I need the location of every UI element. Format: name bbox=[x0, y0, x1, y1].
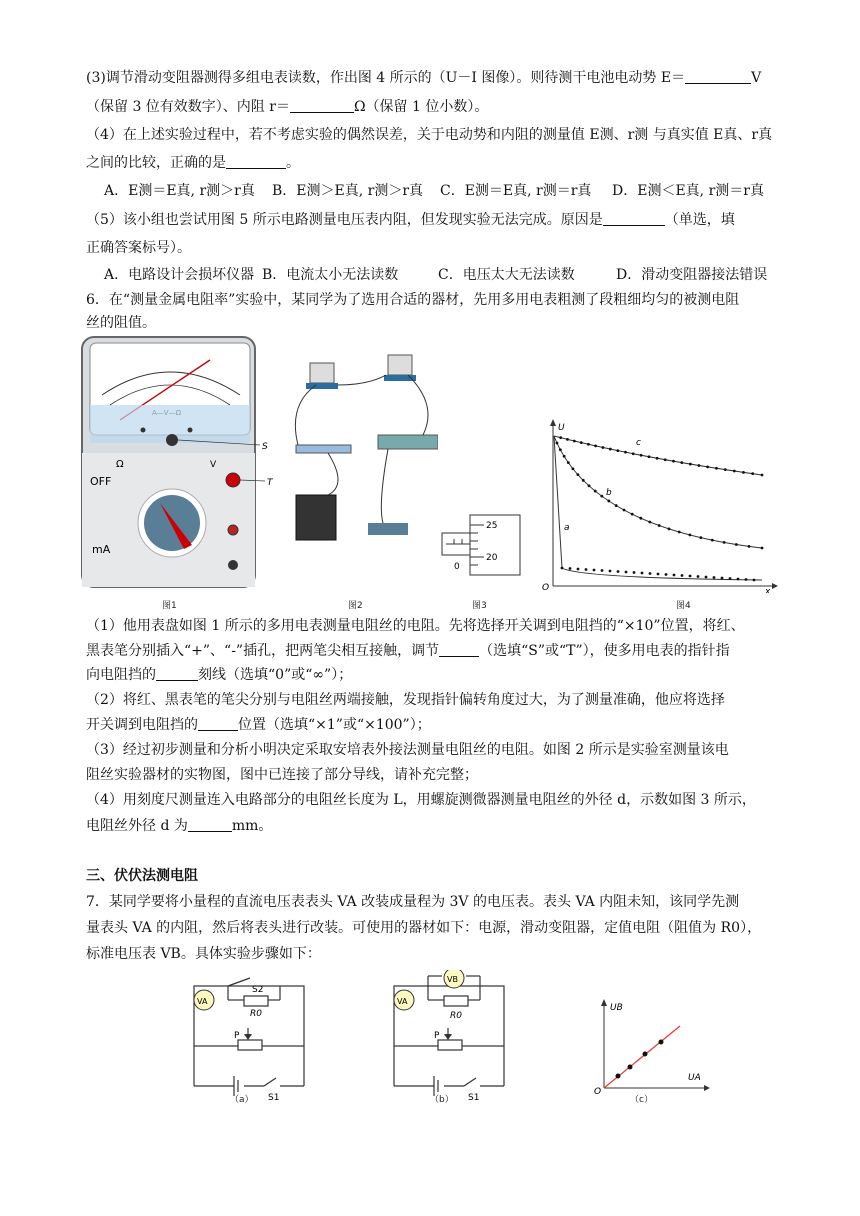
meter-vb: VB bbox=[447, 975, 458, 984]
data-dot bbox=[668, 527, 671, 530]
data-dot bbox=[648, 455, 651, 458]
data-dot bbox=[689, 575, 692, 578]
answer-blank-E[interactable] bbox=[685, 69, 751, 84]
micrometer-0: 0 bbox=[454, 562, 460, 572]
answer-blank-6-4[interactable] bbox=[188, 817, 232, 832]
option5-C: C．电压太大无法读数 bbox=[438, 267, 575, 283]
data-dot bbox=[745, 578, 748, 581]
option5-A: A．电路设计会损坏仪器 bbox=[104, 267, 255, 283]
part6-2: （2）将红、黑表笔的笔尖分别与电阻丝两端接触，发现指针偏转角度过大，为了测量准确，他应将选择 bbox=[86, 692, 725, 708]
data-dot bbox=[733, 470, 736, 473]
data-dot bbox=[577, 568, 580, 571]
data-dot bbox=[658, 524, 661, 527]
micrometer-20: 20 bbox=[486, 553, 498, 563]
data-dot bbox=[576, 473, 579, 476]
data-dot bbox=[582, 479, 585, 482]
data-dot bbox=[633, 571, 636, 574]
q-line-5b: 正确答案标号）。 bbox=[86, 240, 191, 256]
part6-4: （4）用刻度尺测量连入电路部分的电阻丝长度为 L，用螺旋测微器测量电阻丝的外径 d，示数如图 3 所示， bbox=[86, 792, 756, 808]
data-dot bbox=[617, 570, 620, 573]
data-dot bbox=[672, 460, 675, 463]
data-dot bbox=[699, 536, 702, 539]
graph-c bbox=[592, 996, 712, 1096]
answer-blank-4[interactable] bbox=[226, 154, 286, 169]
caption-fig4: 图4 bbox=[676, 601, 691, 611]
omega-label: Ω bbox=[116, 459, 124, 470]
part6-1: （1）他用表盘如图 1 所示的多用电表测量电阻丝的电阻。先将选择开关调到电阻挡的“×10”位置，将红、 bbox=[86, 618, 745, 634]
data-dot bbox=[600, 495, 603, 498]
caption-fig3: 图3 bbox=[472, 601, 487, 611]
q-line-4: （4）在上述实验过程中，若不考虑实验的偶然误差，关于电动势和内阻的测量值 E测、r测 与真实值 E真、r真 bbox=[86, 127, 773, 143]
origin-o: O bbox=[542, 583, 550, 593]
question-7b: 量表头 VA 的内阻，然后将表头进行改装。可使用的器材如下：电源，滑动变阻器，定值电阻（阻值为 R0）， bbox=[86, 920, 762, 936]
data-dot bbox=[566, 438, 569, 441]
data-dot bbox=[563, 455, 566, 458]
data-dot bbox=[715, 467, 718, 470]
curve-c: c bbox=[636, 438, 641, 448]
data-dot bbox=[573, 440, 576, 443]
answer-blank-6-1b[interactable] bbox=[156, 666, 198, 681]
question-6: 6．在“测量金属电阻率”实验中，某同学为了选用合适的器材，先用多用电表粗测了段粗细均匀的被测电阻 bbox=[86, 292, 740, 308]
option5-D: D．滑动变阻器接法错误 bbox=[616, 267, 768, 283]
circuit-a bbox=[180, 972, 320, 1102]
part6-3: （3）经过初步测量和分析小明决定采取安培表外接法测量电阻丝的电阻。如图 2 所示是实验室测量该电 bbox=[86, 742, 729, 758]
data-dot bbox=[673, 574, 676, 577]
axis-x: x bbox=[765, 587, 771, 593]
circuit-b bbox=[380, 970, 520, 1102]
data-dot bbox=[657, 573, 660, 576]
data-dot bbox=[664, 458, 667, 461]
slider-p-b: P bbox=[434, 1031, 440, 1041]
caption-b: （b） bbox=[430, 1095, 454, 1105]
data-dot bbox=[713, 576, 716, 579]
curve-b: b bbox=[606, 488, 612, 498]
origin-c: O bbox=[594, 1087, 602, 1096]
data-dot bbox=[609, 448, 612, 451]
data-dot bbox=[616, 449, 619, 452]
data-dot bbox=[723, 541, 726, 544]
resistor-r0-b: R0 bbox=[450, 1011, 462, 1021]
meter-va-b: VA bbox=[397, 997, 408, 1006]
question-7c: 标准电压表 VB。具体实验步骤如下： bbox=[86, 946, 321, 962]
switch-s1-a: S1 bbox=[268, 1093, 280, 1102]
data-dot bbox=[561, 567, 564, 570]
q-line-3b: （保留 3 位有效数字）、内阻 r＝ Ω（保留 1 位小数）。 bbox=[86, 99, 489, 115]
option-D: D．E测＜E真, r测＝r真 bbox=[612, 183, 764, 199]
data-dot bbox=[748, 545, 751, 548]
data-dot bbox=[711, 539, 714, 542]
data-dot bbox=[761, 547, 764, 550]
question-7a: 7．某同学要将小量程的直流电压表表头 VA 改装成量程为 3V 的电压表。表头 VA 内阻未知，该同学先测 bbox=[86, 894, 740, 910]
data-dot bbox=[751, 472, 754, 475]
resistor-r0-a: R0 bbox=[250, 1009, 262, 1019]
apparatus-figure bbox=[288, 345, 438, 585]
answer-blank-5[interactable] bbox=[603, 211, 665, 226]
axis-ub: UB bbox=[610, 1003, 623, 1013]
graph-fig4 bbox=[540, 418, 780, 593]
answer-blank-6-1[interactable] bbox=[439, 642, 479, 657]
data-dot bbox=[697, 575, 700, 578]
data-dot bbox=[753, 579, 756, 582]
data-dot bbox=[649, 572, 652, 575]
caption-c: （c） bbox=[630, 1095, 653, 1105]
data-dot bbox=[556, 442, 559, 445]
answer-blank-6-2[interactable] bbox=[198, 716, 238, 731]
data-dot bbox=[609, 570, 612, 573]
part6-2b: 开关调到电阻挡的 位置（选填“×1”或“×100”）； bbox=[86, 717, 431, 733]
option-C: C．E测＝E真, r测＝r真 bbox=[440, 183, 592, 199]
data-dot bbox=[698, 464, 701, 467]
option-A: A．E测＝E真, r测＞r真 bbox=[104, 183, 255, 199]
multimeter-figure bbox=[80, 335, 275, 595]
part6-4b: 电阻丝外径 d 为 mm。 bbox=[86, 818, 273, 834]
data-dot bbox=[624, 451, 627, 454]
data-dot bbox=[665, 573, 668, 576]
data-dot bbox=[567, 461, 570, 464]
data-dot bbox=[721, 577, 724, 580]
caption-fig1: 图1 bbox=[162, 601, 177, 611]
data-dot bbox=[729, 577, 732, 580]
data-dot bbox=[761, 474, 764, 477]
label-t: T bbox=[267, 478, 273, 488]
data-dot bbox=[641, 572, 644, 575]
data-dot bbox=[688, 534, 691, 537]
data-dot bbox=[681, 574, 684, 577]
data-dot bbox=[632, 452, 635, 455]
data-dot bbox=[601, 569, 604, 572]
data-dot bbox=[678, 531, 681, 534]
switch-s2: S2 bbox=[252, 985, 264, 995]
caption-fig2: 图2 bbox=[348, 601, 363, 611]
ma-label: mA bbox=[92, 543, 111, 556]
option5-B: B．电流太小无法读数 bbox=[262, 267, 399, 283]
off-label: OFF bbox=[90, 475, 112, 488]
data-dot bbox=[724, 468, 727, 471]
data-dot bbox=[559, 436, 562, 439]
slider-p-a: P bbox=[234, 1031, 240, 1041]
data-dot bbox=[706, 465, 709, 468]
section-3-heading: 三、伏伏法测电阻 bbox=[86, 868, 198, 884]
data-dot bbox=[680, 461, 683, 464]
question-6b: 丝的阻值。 bbox=[86, 315, 156, 331]
data-dot bbox=[559, 448, 562, 451]
data-dot bbox=[580, 441, 583, 444]
micrometer-figure bbox=[440, 505, 540, 585]
data-dot bbox=[735, 543, 738, 546]
axis-ua: UA bbox=[688, 1073, 701, 1083]
data-dot bbox=[689, 463, 692, 466]
meter-va-a: VA bbox=[197, 997, 208, 1006]
data-dot bbox=[737, 578, 740, 581]
data-dot bbox=[656, 457, 659, 460]
data-dot bbox=[648, 521, 651, 524]
data-dot bbox=[571, 467, 574, 470]
v-label: V bbox=[210, 460, 217, 470]
answer-blank-r[interactable] bbox=[290, 98, 354, 113]
data-dot bbox=[631, 513, 634, 516]
part6-1b: 黑表笔分别插入“+”、“-”插孔，把两笔尖相互接触，调节 （选填“S”或“T”），使多用电表的指针指 bbox=[86, 643, 730, 659]
data-dot bbox=[593, 569, 596, 572]
data-dot bbox=[623, 509, 626, 512]
axis-u: U bbox=[558, 423, 565, 433]
data-dot bbox=[585, 568, 588, 571]
caption-a: （a） bbox=[230, 1095, 254, 1105]
data-dot bbox=[705, 576, 708, 579]
q-line-3: (3)调节滑动变阻器测得多组电表读数，作出图 4 所示的（U－I 图像）。则待测干电池电动势 E＝ V bbox=[86, 70, 762, 86]
data-dot bbox=[594, 444, 597, 447]
q-line-5: （5）该小组也尝试用图 5 所示电路测量电压表内阻，但发现实验无法完成。原因是 （单选，填 bbox=[86, 212, 735, 228]
data-dot bbox=[569, 567, 572, 570]
data-dot bbox=[602, 446, 605, 449]
curve-a: a bbox=[564, 523, 570, 533]
data-dot bbox=[587, 443, 590, 446]
micrometer-25: 25 bbox=[486, 521, 498, 531]
data-dot bbox=[640, 454, 643, 457]
q-line-4b: 之间的比较，正确的是 。 bbox=[86, 155, 300, 171]
part6-3b: 阻丝实验器材的实物图，图中已连接了部分导线，请补充完整； bbox=[86, 767, 478, 783]
data-dot bbox=[594, 490, 597, 493]
data-dot bbox=[607, 500, 610, 503]
data-dot bbox=[588, 484, 591, 487]
switch-s1-b: S1 bbox=[468, 1093, 480, 1102]
label-s: S bbox=[262, 442, 268, 452]
data-dot bbox=[639, 517, 642, 520]
data-dot bbox=[742, 471, 745, 474]
option-B: B．E测＞E真, r测＞r真 bbox=[272, 183, 424, 199]
data-dot bbox=[625, 571, 628, 574]
adjust-knob-s[interactable] bbox=[166, 434, 178, 446]
part6-1c: 向电阻挡的 刻线（选填“0”或“∞”）； bbox=[86, 667, 353, 683]
data-dot bbox=[615, 504, 618, 507]
